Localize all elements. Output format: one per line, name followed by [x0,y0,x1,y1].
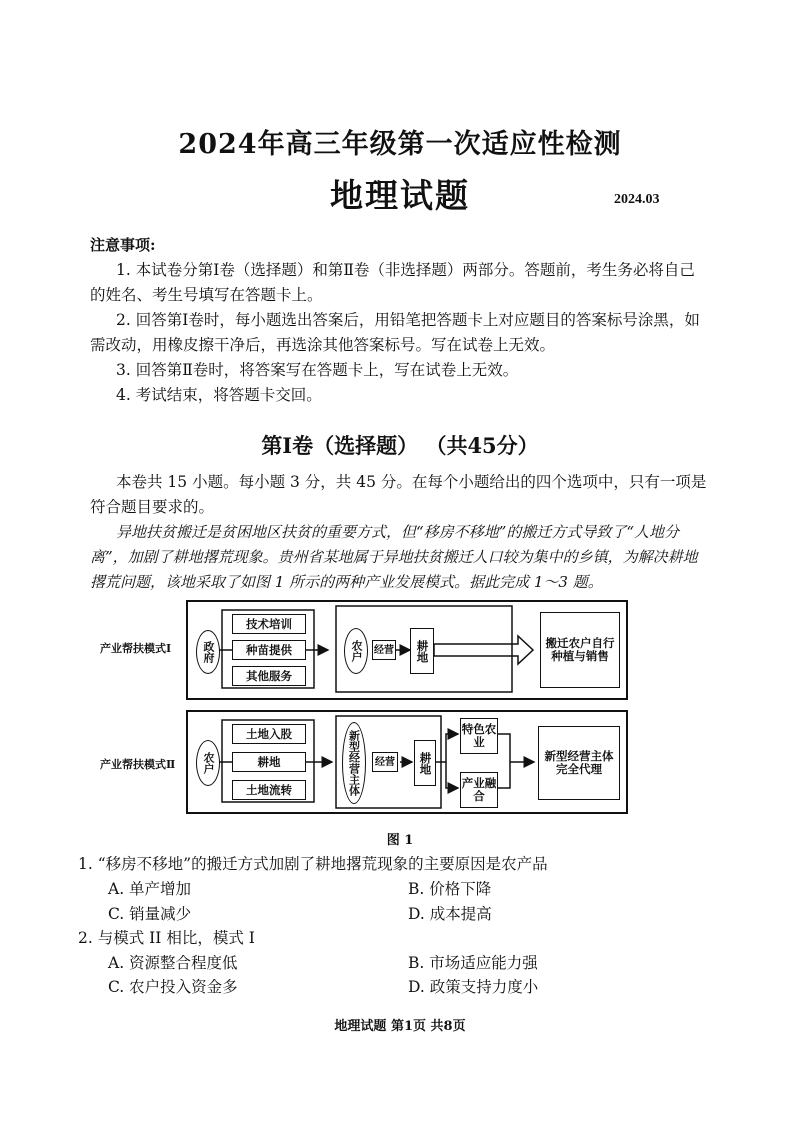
notice-item-4: 4. 考试结束，将答题卡交回。 [116,386,322,404]
farmer-oval [344,628,368,674]
mode2-farmer-text: 农户 [202,752,215,774]
notice-item-3: 3. 回答第Ⅱ卷时，将答案写在答题卡上，写在试卷上无效。 [116,361,519,379]
gov-oval [196,630,220,674]
figure-caption: 图 1 [386,833,414,848]
mode2-label: 产业帮扶模式Ⅱ [100,758,176,771]
q1-option-c: C. 销量减少 [108,905,192,923]
farmer-text: 农户 [350,640,363,662]
question-1-stem: 1. “移房不移地”的搬迁方式加剧了耕地撂荒现象的主要原因是农产品 [78,855,548,873]
mode1-panel [186,600,628,700]
mode2-farmer-oval [196,740,220,786]
input-land-transfer: 土地流转 [232,780,306,800]
notice-item-2: 2. 回答第Ⅰ卷时，每小题选出答案后，用铅笔把答题卡上对应题目的答案标号涂黑，如需改动，用橡皮擦干净后，再选涂其他答案标号。写在试卷上无效。 [90,311,700,354]
input-farmland: 耕地 [232,752,306,772]
mode1-label: 产业帮扶模式Ⅰ [100,642,172,655]
mode2-panel [186,710,628,814]
mode1-result: 搬迁农户自行种植与销售 [540,612,620,688]
mode2-result: 新型经营主体完全代理 [538,726,620,800]
q2-option-c: C. 农户投入资金多 [108,978,238,996]
service-other: 其他服务 [232,666,306,686]
page-footer: 地理试题 第1页 共8页 [334,1019,466,1034]
q1-option-b: B. 价格下降 [408,880,492,898]
q2-option-a: A. 资源整合程度低 [108,954,238,972]
q2-option-b: B. 市场适应能力强 [408,954,538,972]
branch-industry-fusion: 产业融合 [460,772,498,808]
entity-text: 新型经营主体 [347,730,361,796]
q1-option-d: D. 成本提高 [408,905,492,923]
q2-option-d: D. 政策支持力度小 [408,978,539,996]
notice-heading: 注意事项: [90,236,156,254]
service-training: 技术培训 [232,614,306,634]
question-2-stem: 2. 与模式 II 相比，模式 I [78,929,255,947]
exam-title: 2024年高三年级第一次适应性检测 [178,129,622,160]
section-title: 第Ⅰ卷（选择题） （共45分） [261,433,539,458]
land-box: 耕地 [410,628,434,674]
notice-item-1: 1. 本试卷分第Ⅰ卷（选择题）和第Ⅱ卷（非选择题）两部分。答题前，考生务必将自己的姓名、考生号填写在答题卡上。 [90,261,695,304]
mode2-operate-box: 经营 [372,752,398,772]
exam-date: 2024.03 [614,192,660,207]
subject-title: 地理试题 [330,176,470,215]
branch-special-agri: 特色农业 [460,718,498,754]
input-land-share: 土地入股 [232,724,306,744]
operate-box: 经营 [372,640,396,660]
gov-text: 政府 [202,641,215,663]
entity-oval [342,722,366,804]
mode2-land-box: 耕地 [414,740,436,786]
reading-passage: 异地扶贫搬迁是贫困地区扶贫的重要方式，但“移房不移地”的搬迁方式导致了“人地分离”，加剧了耕地撂荒现象。贵州省某地属于异地扶贫搬迁人口较为集中的乡镇，为解决耕地撂荒问题，该地采取了如图 1 所示的两种产业发展模式。据此完成 1～3 题。 [90,523,698,591]
section-intro: 本卷共 15 小题。每小题 3 分，共 45 分。在每个小题给出的四个选项中，只有一项是符合题目要求的。 [90,473,707,516]
q1-option-a: A. 单产增加 [108,880,192,898]
service-seedlings: 种苗提供 [232,640,306,660]
